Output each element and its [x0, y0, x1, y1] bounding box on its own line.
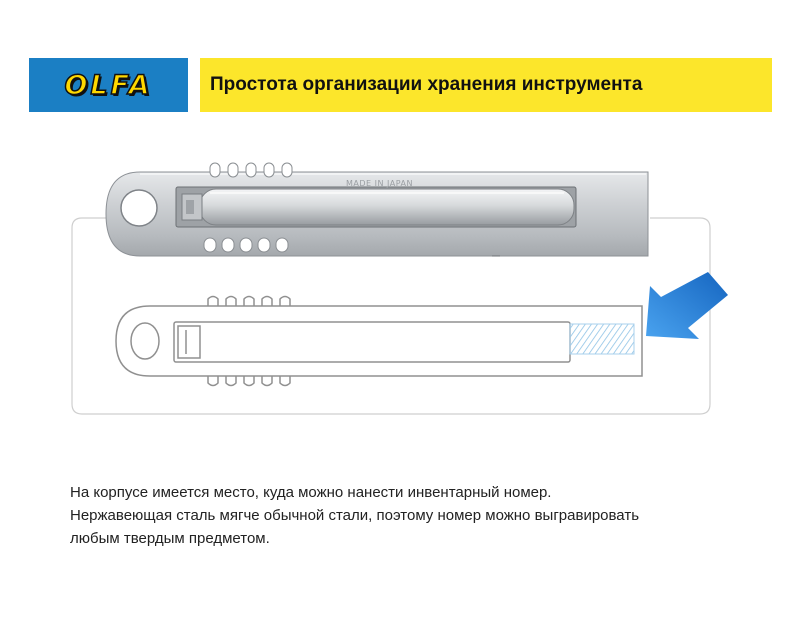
description-text — [70, 481, 770, 550]
arrow-icon — [646, 272, 728, 339]
description-line: На корпусе имеется место, куда можно нанести инвентарный номер. — [70, 484, 552, 501]
page-title: Простота организации хранения инструмента — [210, 74, 643, 95]
description-line: Нержавеющая сталь мягче обычной стали, поэтому номер можно выгравировать — [70, 507, 640, 524]
slider-button — [200, 189, 574, 225]
inventory-number-area — [570, 324, 634, 354]
knife-diagram — [116, 297, 642, 386]
description-line: любым твердым предметом. — [70, 530, 270, 547]
logo-text: OLFA — [64, 69, 153, 101]
knife-photo — [106, 163, 648, 256]
engraving-text: MADE IN JAPAN — [346, 179, 413, 188]
hanging-hole — [121, 190, 157, 226]
